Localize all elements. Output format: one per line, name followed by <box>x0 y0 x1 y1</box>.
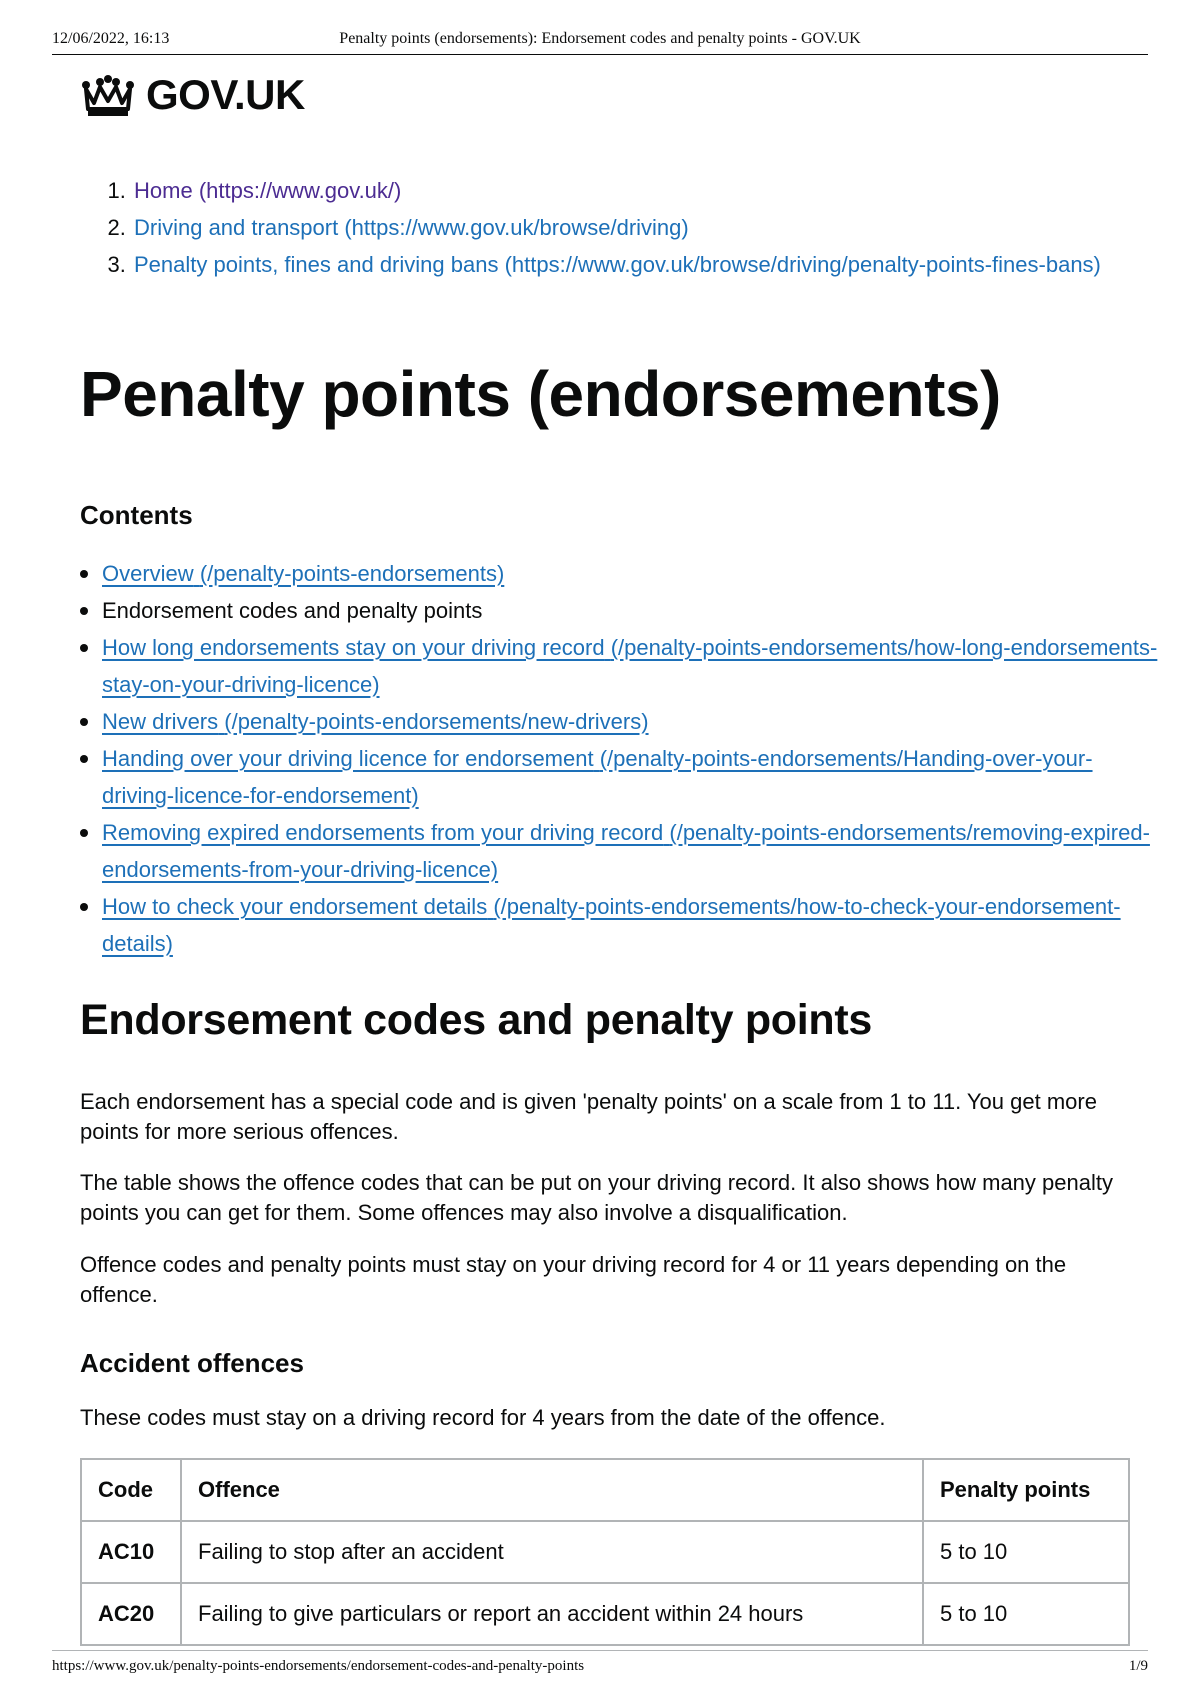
breadcrumb-url: (https://www.gov.uk/) <box>198 178 402 203</box>
breadcrumb-item-driving[interactable] <box>132 209 1192 246</box>
breadcrumb-label: Driving and transport <box>134 215 339 240</box>
contents-item-current <box>102 592 1162 629</box>
duration-paragraph: Offence codes and penalty points must stay on your driving record for 4 or 11 years depending on the offence. <box>80 1252 1067 1307</box>
contents-item[interactable] <box>102 888 1162 962</box>
table-header-row <box>81 1459 1129 1521</box>
cell-code: AC20 <box>81 1583 181 1645</box>
print-date: 12/06/2022, 16:13 <box>52 30 170 47</box>
logo-text: GOV.UK <box>146 71 305 118</box>
header-offence: Offence <box>181 1459 923 1521</box>
cell-offence: Failing to give particulars or report an accident within 24 hours <box>181 1583 923 1645</box>
govuk-logo[interactable] <box>80 70 305 120</box>
table-row <box>81 1583 1129 1645</box>
contents-item[interactable] <box>102 740 1162 814</box>
contents-link-overview[interactable]: Overview (/penalty-points-endorsements) <box>102 561 505 586</box>
contents-link-check-details[interactable]: How to check your endorsement details (/penalty-points-endorsements/how-to-check-your-endorsement-details) <box>102 894 1121 956</box>
print-page-title: Penalty points (endorsements): Endorsement codes and penalty points - GOV.UK <box>339 30 861 47</box>
accident-offences-heading: Accident offences <box>80 1348 304 1378</box>
page-number: 1/9 <box>1128 1658 1148 1674</box>
contents-heading: Contents <box>80 500 193 530</box>
table-explanation-paragraph: The table shows the offence codes that can be put on your driving record. It also shows how many penalty points you can get for them. Some offences may also involve a disqualification. <box>80 1170 1113 1225</box>
contents-link-removing-expired[interactable]: Removing expired endorsements from your driving record (/penalty-points-endorsements/removing-expired-endorsements-from-your-driving-licence) <box>102 820 1150 882</box>
section-heading: Endorsement codes and penalty points <box>80 996 873 1044</box>
header-code: Code <box>81 1459 181 1521</box>
breadcrumb-url: (https://www.gov.uk/browse/driving) <box>344 215 689 240</box>
cell-penalty-points: 5 to 10 <box>923 1521 1129 1583</box>
breadcrumb-label: Penalty points, fines and driving bans <box>134 252 499 277</box>
breadcrumb-url: (https://www.gov.uk/browse/driving/penalty-points-fines-bans) <box>504 252 1101 277</box>
contents-link-how-long[interactable]: How long endorsements stay on your driving record (/penalty-points-endorsements/how-long-endorsements-stay-on-your-driving-licence) <box>102 635 1158 697</box>
contents-current-label: Endorsement codes and penalty points <box>102 598 483 623</box>
cell-penalty-points: 5 to 10 <box>923 1583 1129 1645</box>
breadcrumb-item-penalty-points[interactable] <box>132 246 1192 283</box>
contents-list <box>80 555 1162 962</box>
cell-code: AC10 <box>81 1521 181 1583</box>
contents-item[interactable] <box>102 814 1162 888</box>
footer-rule <box>52 1650 1148 1651</box>
page-title: Penalty points (endorsements) <box>80 358 1001 430</box>
breadcrumb-label: Home <box>134 178 193 203</box>
contents-item[interactable] <box>102 703 1162 740</box>
header-penalty-points: Penalty points <box>923 1459 1129 1521</box>
table-row <box>81 1521 1129 1583</box>
contents-link-new-drivers[interactable]: New drivers (/penalty-points-endorsements/new-drivers) <box>102 709 649 734</box>
cell-offence: Failing to stop after an accident <box>181 1521 923 1583</box>
crown-icon <box>80 73 136 117</box>
print-url: https://www.gov.uk/penalty-points-endorsements/endorsement-codes-and-penalty-points <box>52 1658 585 1674</box>
intro-paragraph: Each endorsement has a special code and is given 'penalty points' on a scale from 1 to 11. You get more points for more serious offences. <box>80 1089 1097 1144</box>
breadcrumb-item-home[interactable] <box>132 172 1192 209</box>
accident-offences-table <box>80 1458 1130 1646</box>
header-rule <box>52 54 1148 55</box>
contents-item[interactable] <box>102 555 1162 592</box>
contents-link-handing-over[interactable]: Handing over your driving licence for endorsement (/penalty-points-endorsements/Handing-over-your-driving-licence-for-endorsement) <box>102 746 1093 808</box>
contents-item[interactable] <box>102 629 1162 703</box>
accident-intro: These codes must stay on a driving record for 4 years from the date of the offence. <box>80 1405 886 1430</box>
breadcrumb <box>80 172 1192 283</box>
